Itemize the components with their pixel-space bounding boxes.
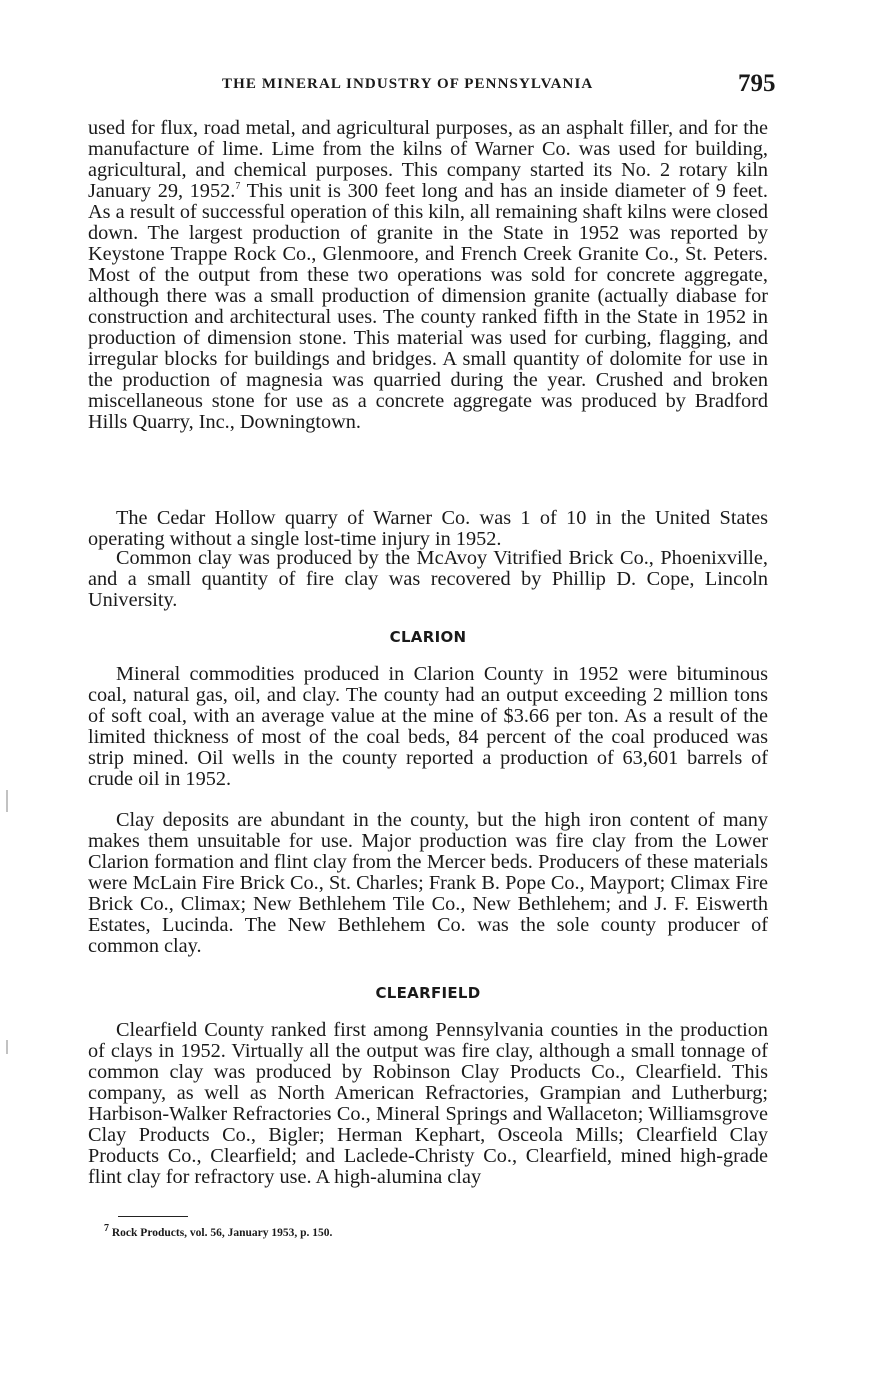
paragraph-common-clay: Common clay was produced by the McAvoy Vitrified Brick Co., Phoenixville, and a small quantity of fire clay was recovered by Phillip D. Cope, Lincoln University. bbox=[88, 547, 768, 611]
paragraph-clarion-minerals: Mineral commodities produced in Clarion County in 1952 were bituminous coal, natural gas, oil, and clay. The county had an output exceeding 2 million tons of soft coal, with an average value at the mine of $3.66 per ton. As a result of the limited thickness of most of the coal beds, 84 percent of the coal produced was strip mined. Oil wells in the county reported a production of 63,601 barrels of crude oil in 1952. bbox=[88, 663, 768, 790]
section-heading-clearfield: CLEARFIELD bbox=[375, 984, 481, 1002]
scan-edge-mark bbox=[6, 1040, 8, 1054]
paragraph-text-continued: This unit is 300 feet long and has an inside diameter of 9 feet. As a result of successful operation of this kiln, all remaining shaft kilns were closed down. The largest production of granite in the State in 1952 was reported by Keystone Trappe Rock Co., Glenmoore, and French Creek Granite Co., St. Peters. Most of the output from these two operations was sold for concrete aggregate, although there was a small production of dimension granite (actually diabase for construction and architectural uses. The county ranked fifth in the State in 1952 in production of dimension stone. This material was used for curbing, flagging, and irregular blocks for buildings and bridges. A small quantity of dolomite for use in the production of magnesia was quarried during the year. Crushed and broken miscellaneous stone for use as a concrete aggregate was produced by Bradford Hills Quarry, Inc., Downingtown. bbox=[88, 180, 768, 433]
paragraph-text: used for flux, road metal, and agricultural purposes, as an asphalt filler, and for the manufacture of lime. Lime from the kilns of Warner Co. was used for building, agricultural, and chemical purposes. This company started its No. 2 rotary kiln January 29, 1952. bbox=[88, 117, 768, 202]
page-number: 795 bbox=[738, 70, 776, 97]
paragraph-cedar-hollow: The Cedar Hollow quarry of Warner Co. was 1 of 10 in the United States operating without a single lost-time injury in 1952. bbox=[88, 507, 768, 550]
running-title: THE MINERAL INDUSTRY OF PENNSYLVANIA bbox=[222, 76, 594, 92]
footnote bbox=[104, 1223, 333, 1239]
paragraph-clarion-clay: Clay deposits are abundant in the county, but the high iron content of many makes them unsuitable for use. Major production was fire clay from the Lower Clarion formation and flint clay from the Mercer beds. Producers of these materials were McLain Fire Brick Co., St. Charles; Frank B. Pope Co., Mayport; Climax Fire Brick Co., Climax; New Bethlehem Tile Co., New Bethlehem; and J. F. Eiswerth Estates, Lucinda. The New Bethlehem Co. was the sole county producer of common clay. bbox=[88, 809, 768, 957]
section-heading-clarion: CLARION bbox=[389, 628, 467, 646]
footnote-rule bbox=[118, 1216, 188, 1217]
paragraph-clearfield: Clearfield County ranked first among Pennsylvania counties in the production of clays in 1952. Virtually all the output was fire clay, although a small tonnage of common clay was produced by Robinson Clay Products Co., Clearfield. This company, as well as North American Refractories, Grampian and Lutherburg; Harbison-Walker Refractories Co., Mineral Springs and Wallaceton; Williamsgrove Clay Products Co., Bigler; Herman Kephart, Osceola Mills; Clearfield Clay Products Co., Clearfield; and Laclede-Christy Co., Clearfield, mined high-grade flint clay for refractory use. A high-alumina clay bbox=[88, 1019, 768, 1188]
scan-edge-mark bbox=[6, 790, 8, 812]
footnote-reference: 7 bbox=[235, 181, 241, 193]
footnote-text: Rock Products, vol. 56, January 1953, p. 150. bbox=[109, 1227, 333, 1239]
paragraph-chester-continued bbox=[88, 118, 768, 433]
footnote-marker: 7 bbox=[104, 1223, 109, 1235]
